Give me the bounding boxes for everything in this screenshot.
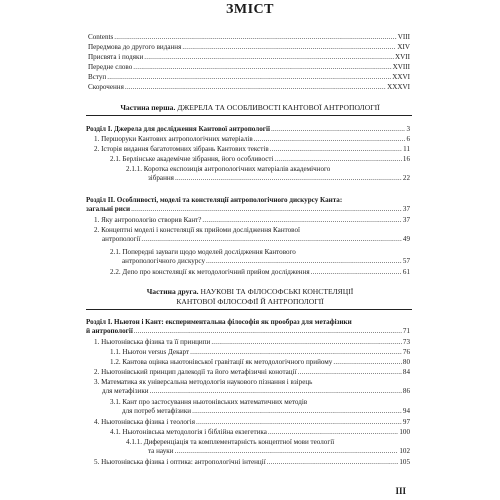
leader-dots bbox=[271, 125, 406, 134]
toc-entry[interactable] bbox=[94, 378, 410, 396]
toc-entry[interactable] bbox=[110, 398, 410, 416]
entry-page: XVII bbox=[395, 53, 410, 61]
entry-title: 2.1. Попередні зауваги щодо моделей дослідження Кантового bbox=[110, 248, 296, 256]
entry-title: Вступ bbox=[88, 73, 107, 81]
entry-title: 2.2. Депо про констеляції як методологічний прийом дослідження bbox=[110, 268, 310, 276]
toc-entry[interactable] bbox=[126, 165, 410, 183]
toc-entry[interactable] bbox=[110, 358, 410, 367]
entry-title: Розділ ІІ. Особливості, моделі та констеляції антропологічного дискурсу Канта: bbox=[86, 196, 343, 204]
toc-chapter-2[interactable] bbox=[86, 196, 410, 214]
toc-chapter-1[interactable] bbox=[86, 125, 410, 134]
leader-dots bbox=[333, 358, 402, 367]
entry-title-cont: антропологічного дискурсу bbox=[122, 257, 206, 265]
toc-entry-dedication[interactable] bbox=[88, 53, 410, 62]
entry-title: 4. Ньютонівська фізика і теологія bbox=[94, 418, 196, 426]
toc-entry[interactable] bbox=[94, 458, 410, 467]
toc-entry-intro[interactable] bbox=[88, 73, 410, 82]
leader-dots bbox=[311, 268, 402, 277]
toc-entry[interactable] bbox=[110, 268, 410, 277]
part-title-cont: КАНТОВОЇ ФІЛОСОФІЇ Й АНТРОПОЛОГІЇ bbox=[176, 297, 324, 306]
entry-page: 22 bbox=[402, 174, 410, 182]
entry-page: XXVI bbox=[392, 73, 410, 81]
entry-page: XVIII bbox=[392, 63, 410, 71]
leader-dots bbox=[133, 63, 391, 72]
divider bbox=[86, 115, 412, 116]
leader-dots bbox=[270, 145, 402, 154]
entry-page: 37 bbox=[402, 216, 410, 224]
entry-page: VIII bbox=[397, 33, 410, 41]
entry-page: 84 bbox=[402, 368, 410, 376]
entry-page: 71 bbox=[402, 327, 410, 335]
entry-title: 4.1.1. Диференціація та комплементарність концептної мови теології bbox=[126, 438, 335, 446]
leader-dots bbox=[144, 53, 394, 62]
entry-title: Розділ І. Ньютон і Кант: експериментальна філософія як прообраз для метафізики bbox=[86, 318, 352, 326]
entry-page: 57 bbox=[402, 257, 410, 265]
leader-dots bbox=[134, 327, 402, 336]
leader-dots bbox=[114, 33, 397, 42]
toc-entry-contents[interactable] bbox=[88, 33, 410, 42]
toc-entry[interactable] bbox=[126, 438, 410, 456]
entry-title-cont: для метафізики bbox=[102, 387, 149, 395]
entry-title: 3.1. Кант про застосування ньютонівських математичних методів bbox=[110, 398, 308, 406]
entry-title: 2. Концептні моделі і констеляції як прийоми дослідження Кантової bbox=[94, 226, 300, 234]
entry-page: 11 bbox=[403, 145, 410, 153]
toc-entry-foreword[interactable] bbox=[88, 63, 410, 72]
part-one-heading bbox=[80, 103, 420, 112]
toc-entry-preface-second[interactable] bbox=[88, 43, 410, 52]
divider bbox=[86, 309, 412, 310]
toc-entry[interactable] bbox=[110, 428, 410, 437]
leader-dots bbox=[274, 155, 401, 164]
entry-title: Передмова до другого видання bbox=[88, 43, 182, 51]
entry-title: 3. Математика як універсальна методологія наукового пізнання і взірець bbox=[94, 378, 313, 386]
entry-title: 4.1. Ньютонівська методологія і біблійна екзегетика bbox=[110, 428, 267, 436]
leader-dots bbox=[254, 135, 406, 144]
entry-page: 80 bbox=[402, 358, 410, 366]
leader-dots bbox=[125, 83, 386, 92]
entry-title-cont: та науки bbox=[148, 447, 174, 455]
leader-dots bbox=[206, 257, 402, 266]
leader-dots bbox=[107, 73, 391, 82]
entry-title: 2. Історія видання багатотомних зібрань Кантових текстів bbox=[94, 145, 269, 153]
leader-dots bbox=[192, 407, 402, 416]
entry-page: 76 bbox=[402, 348, 410, 356]
leader-dots bbox=[267, 458, 399, 467]
entry-title: 2.1.1. Коротка експозиція антропологічних матеріалів академічного bbox=[126, 165, 331, 173]
leader-dots bbox=[175, 174, 402, 183]
part-label: Частина перша. bbox=[120, 103, 176, 112]
leader-dots bbox=[202, 216, 402, 225]
entry-title: 1.1. Ньютон versus Декарт bbox=[110, 348, 190, 356]
part-title: ДЖЕРЕЛА ТА ОСОБЛИВОСТІ КАНТОВОЇ АНТРОПОЛОГІЇ bbox=[177, 103, 380, 112]
entry-page: 105 bbox=[399, 458, 410, 466]
entry-title: Скорочення bbox=[88, 83, 124, 91]
entry-page: 37 bbox=[402, 205, 410, 213]
entry-page: 3 bbox=[406, 125, 410, 133]
toc-entry[interactable] bbox=[110, 155, 410, 164]
toc-entry-abbreviations[interactable] bbox=[88, 83, 410, 92]
entry-title: 1.2. Кантова оцінка ньютонівської гравітації як методологічного прийому bbox=[110, 358, 333, 366]
toc-entry[interactable] bbox=[94, 226, 410, 244]
entry-title: 5. Ньютонівська фізика і оптика: антропологічні інтенції bbox=[94, 458, 266, 466]
leader-dots bbox=[141, 235, 401, 244]
entry-page: 49 bbox=[402, 235, 410, 243]
entry-page: 86 bbox=[402, 387, 410, 395]
toc-entry[interactable] bbox=[94, 216, 410, 225]
entry-page: 102 bbox=[399, 447, 410, 455]
entry-page: 94 bbox=[402, 407, 410, 415]
page-title: ЗМІСТ bbox=[226, 2, 274, 17]
leader-dots bbox=[182, 43, 396, 52]
entry-page: 73 bbox=[402, 338, 410, 346]
entry-title: Присвята і подяки bbox=[88, 53, 144, 61]
entry-page: XXXVI bbox=[387, 83, 410, 91]
leader-dots bbox=[298, 368, 402, 377]
toc-entry[interactable] bbox=[94, 368, 410, 377]
entry-page: 100 bbox=[399, 428, 410, 436]
entry-title-cont: зібрання bbox=[148, 174, 174, 182]
entry-title-cont: антропології bbox=[102, 235, 141, 243]
leader-dots bbox=[268, 428, 398, 437]
part-two-heading bbox=[80, 287, 420, 296]
leader-dots bbox=[196, 418, 402, 427]
entry-page: XIV bbox=[397, 43, 410, 51]
entry-title: Contents bbox=[88, 33, 114, 41]
entry-title: Передне слово bbox=[88, 63, 133, 71]
entry-title: Розділ І. Джерела для дослідження Кантової антропології bbox=[86, 125, 270, 133]
entry-title: 1. Яку антропологію створив Кант? bbox=[94, 216, 202, 224]
leader-dots bbox=[174, 447, 398, 456]
part-title: НАУКОВІ ТА ФІЛОСОФСЬКІ КОНСТЕЛЯЦІЇ bbox=[200, 287, 354, 296]
toc-entry[interactable] bbox=[110, 248, 410, 266]
page-number: III bbox=[395, 486, 406, 496]
entry-page: 6 bbox=[406, 135, 410, 143]
toc-entry[interactable] bbox=[94, 418, 410, 427]
toc-chapter-1b[interactable] bbox=[86, 318, 410, 336]
entry-title: 2. Ньютонівський принцип далекодії та його метафізичні конотації bbox=[94, 368, 297, 376]
toc-entry[interactable] bbox=[94, 145, 410, 154]
entry-title: 1. Ньютонівська фізика та її принципи bbox=[94, 338, 211, 346]
part-two-heading-cont bbox=[80, 297, 420, 306]
entry-page: 97 bbox=[402, 418, 410, 426]
toc-entry[interactable] bbox=[94, 338, 410, 347]
toc-entry[interactable] bbox=[94, 135, 410, 144]
leader-dots bbox=[131, 205, 402, 214]
entry-page: 61 bbox=[402, 268, 410, 276]
entry-title-cont: для потреб метафізики bbox=[122, 407, 192, 415]
part-label: Частина друга. bbox=[146, 287, 199, 296]
entry-title-cont: загальні риси bbox=[86, 205, 131, 213]
leader-dots bbox=[211, 338, 402, 347]
toc-entry[interactable] bbox=[110, 348, 410, 357]
entry-title: 2.1. Берлінське академічне зібрання, його особливості bbox=[110, 155, 274, 163]
leader-dots bbox=[150, 387, 402, 396]
entry-title: 1. Першоруки Кантових антропологічних матеріалів bbox=[94, 135, 253, 143]
leader-dots bbox=[190, 348, 402, 357]
entry-title-cont: й антропології bbox=[86, 327, 133, 335]
entry-page: 16 bbox=[402, 155, 410, 163]
